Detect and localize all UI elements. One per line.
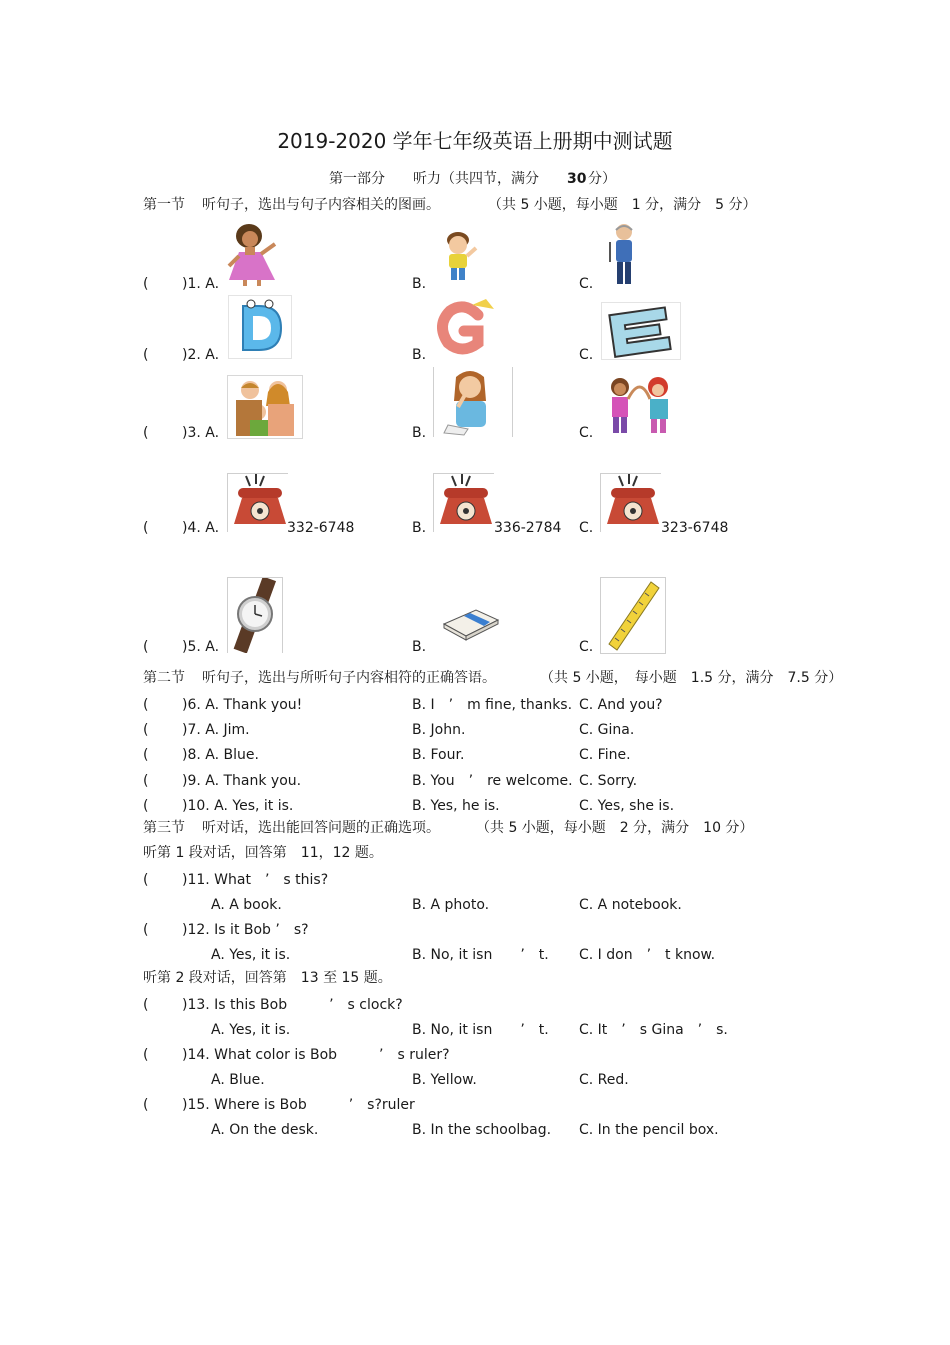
answer-paren: ( <box>143 872 149 888</box>
answer-paren: ( <box>143 520 149 536</box>
option-b-label: B. <box>412 639 427 655</box>
telephone-icon <box>600 473 661 532</box>
telephone-icon <box>227 473 288 532</box>
question-number: )2. A. <box>182 347 220 363</box>
girl-dancing-image <box>225 222 281 288</box>
option-b-label: B. <box>412 425 427 441</box>
question-stem: )12. Is it Bob ’ s? <box>182 922 309 938</box>
question-number: )5. A. <box>182 639 220 655</box>
option-c: C. I don ’ t know. <box>579 947 716 963</box>
option-c: C. Sorry. <box>579 773 638 789</box>
option-b-label: B. <box>412 347 427 363</box>
option-c: C. And you? <box>579 697 663 713</box>
option-b: B. You ’ re welcome. <box>412 773 573 789</box>
option-b: B. Four. <box>412 747 465 763</box>
option-a: A. Blue. <box>211 1072 265 1088</box>
question-number: )1. A. <box>182 276 220 292</box>
question-stem: )14. What color is Bob ’ s ruler? <box>182 1047 450 1063</box>
option-c: C. Yes, she is. <box>579 798 675 814</box>
boy-waving-image <box>436 228 482 284</box>
answer-paren: ( <box>143 997 149 1013</box>
option-b: B. No, it isn ’ t. <box>412 947 549 963</box>
phone-number-b: 336-2784 <box>494 520 562 536</box>
option-b: B. John. <box>412 722 466 738</box>
letter-g-image <box>434 297 498 357</box>
answer-paren: ( <box>143 773 149 789</box>
option-b: B. A photo. <box>412 897 490 913</box>
answer-paren: ( <box>143 922 149 938</box>
letter-e-image <box>601 302 681 360</box>
option-b: B. Yes, he is. <box>412 798 500 814</box>
question-stem: )7. A. Jim. <box>182 722 250 738</box>
question-stem: )13. Is this Bob ’ s clock? <box>182 997 403 1013</box>
option-a: A. Yes, it is. <box>211 1022 291 1038</box>
part1-unit: 分） <box>588 171 616 187</box>
part1-score: 30 <box>567 171 587 187</box>
question-number: )3. A. <box>182 425 220 441</box>
question-stem: )9. A. Thank you. <box>182 773 302 789</box>
answer-paren: ( <box>143 697 149 713</box>
option-b-label: B. <box>412 520 427 536</box>
dialog2-instruction: 听第 2 段对话，回答第 13 至 15 题。 <box>143 970 392 986</box>
option-a: A. On the desk. <box>211 1122 319 1138</box>
dialog1-instruction: 听第 1 段对话，回答第 11，12 题。 <box>143 845 383 861</box>
answer-paren: ( <box>143 347 149 363</box>
option-c: C. It ’ s Gina ’ s. <box>579 1022 728 1038</box>
answer-paren: ( <box>143 798 149 814</box>
question-stem: )11. What ’ s this? <box>182 872 329 888</box>
eraser-image <box>440 606 502 642</box>
page-title: 2019-2020 学年七年级英语上册期中测试题 <box>277 129 673 153</box>
option-c: C. A notebook. <box>579 897 682 913</box>
question-stem: )15. Where is Bob ’ s?ruler <box>182 1097 415 1113</box>
option-b: B. No, it isn ’ t. <box>412 1022 549 1038</box>
two-girls-image <box>600 375 686 437</box>
family-image <box>227 375 303 439</box>
ruler-image <box>600 577 666 654</box>
option-c-label: C. <box>579 276 594 292</box>
phone-number-c: 323-6748 <box>661 520 729 536</box>
question-stem: )8. A. Blue. <box>182 747 259 763</box>
option-a: A. A book. <box>211 897 282 913</box>
option-c: C. In the pencil box. <box>579 1122 719 1138</box>
section1-label: 第一节 <box>143 197 185 213</box>
thinking-woman-image <box>433 367 513 437</box>
option-b: B. Yellow. <box>412 1072 477 1088</box>
answer-paren: ( <box>143 747 149 763</box>
watch-image <box>227 577 283 653</box>
answer-paren: ( <box>143 276 149 292</box>
question-number: )4. A. <box>182 520 220 536</box>
part1-name: 第一部分 <box>329 171 385 187</box>
section3-scoring: （共 5 小题，每小题 2 分，满分 10 分） <box>476 820 754 836</box>
letter-d-image <box>228 295 292 359</box>
option-c-label: C. <box>579 520 594 536</box>
section1-instruction: 听句子，选出与句子内容相关的图画。 <box>202 197 440 213</box>
section2-instruction: 听句子，选出与所听句子内容相符的正确答语。 <box>202 670 496 686</box>
option-c: C. Fine. <box>579 747 631 763</box>
section2-scoring: （共 5 小题， 每小题 1.5 分，满分 7.5 分） <box>540 670 843 686</box>
part1-subject: 听力（共四节，满分 <box>413 171 539 187</box>
phone-number-a: 332-6748 <box>287 520 355 536</box>
answer-paren: ( <box>143 722 149 738</box>
option-c-label: C. <box>579 347 594 363</box>
answer-paren: ( <box>143 1047 149 1063</box>
telephone-icon <box>433 473 494 532</box>
option-b: B. In the schoolbag. <box>412 1122 552 1138</box>
option-c-label: C. <box>579 639 594 655</box>
section3-instruction: 听对话，选出能回答问题的正确选项。 <box>202 820 440 836</box>
old-man-image <box>606 222 642 288</box>
question-stem: )10. A. Yes, it is. <box>182 798 294 814</box>
answer-paren: ( <box>143 425 149 441</box>
section3-label: 第三节 <box>143 820 185 836</box>
answer-paren: ( <box>143 1097 149 1113</box>
option-b-label: B. <box>412 276 427 292</box>
option-b: B. I ’ m fine, thanks. <box>412 697 573 713</box>
section1-scoring: （共 5 小题，每小题 1 分，满分 5 分） <box>488 197 757 213</box>
option-a: A. Yes, it is. <box>211 947 291 963</box>
option-c: C. Gina. <box>579 722 635 738</box>
question-stem: )6. A. Thank you! <box>182 697 303 713</box>
option-c: C. Red. <box>579 1072 629 1088</box>
answer-paren: ( <box>143 639 149 655</box>
section2-label: 第二节 <box>143 670 185 686</box>
option-c-label: C. <box>579 425 594 441</box>
